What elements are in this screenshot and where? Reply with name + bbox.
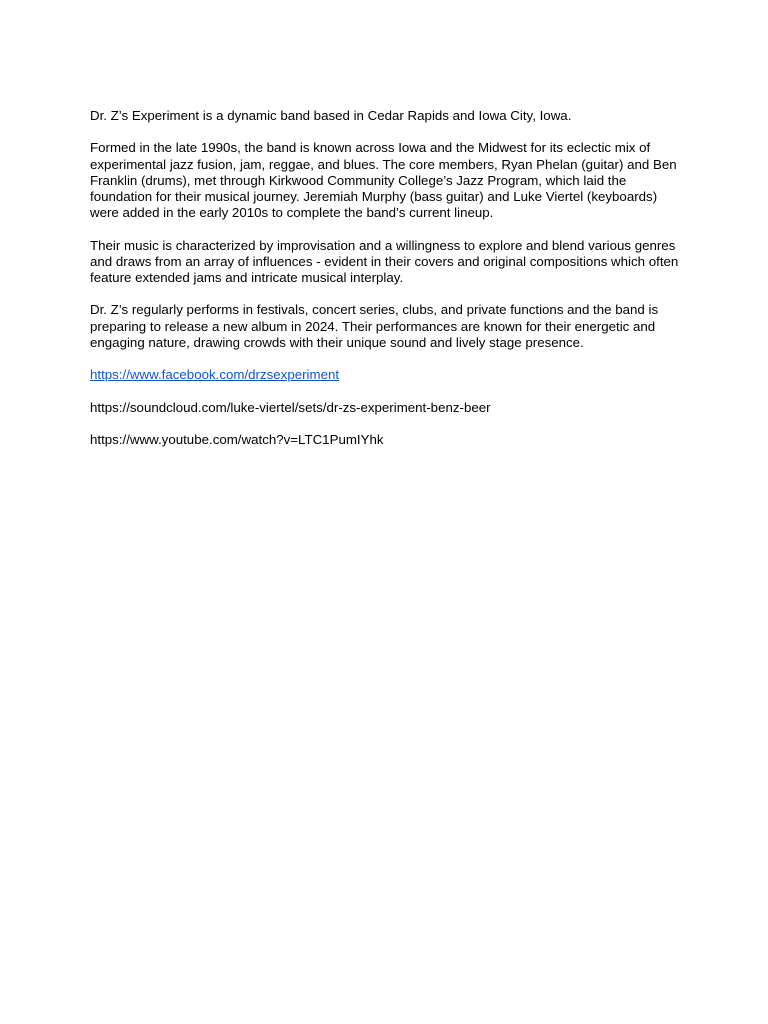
facebook-link[interactable]: https://www.facebook.com/drzsexperiment: [90, 367, 340, 383]
music-style-paragraph: Their music is characterized by improvisation and a willingness to explore and blend various genres and draws from an array of influences - evident in their covers and original compositions which often feature extended jams and intricate musical interplay.: [90, 237, 679, 285]
performances-paragraph: Dr. Z’s regularly performs in festivals, concert series, clubs, and private functions and the band is preparing to release a new album in 2024. Their performances are known for their energetic and engaging nature, drawing crowds with their unique sound and lively stage presence.: [90, 302, 659, 350]
intro-paragraph: Dr. Z’s Experiment is a dynamic band based in Cedar Rapids and Iowa City, Iowa.: [90, 108, 572, 123]
facebook-link-line: [90, 367, 682, 383]
youtube-url: https://www.youtube.com/watch?v=LTC1PumIYhk: [90, 431, 384, 447]
soundcloud-url: https://soundcloud.com/luke-viertel/sets/dr-zs-experiment-benz-beer: [90, 399, 491, 415]
document-page: [90, 108, 682, 464]
history-paragraph: Formed in the late 1990s, the band is known across Iowa and the Midwest for its eclectic mix of experimental jazz fusion, jam, reggae, and blues. The core members, Ryan Phelan (guitar) and Ben Franklin (drums), met through Kirkwood Community College’s Jazz Program, which laid the foundation for their musical journey. Jeremiah Murphy (bass guitar) and Luke Viertel (keyboards) were added in the early 2010s to complete the band’s current lineup.: [90, 140, 677, 221]
